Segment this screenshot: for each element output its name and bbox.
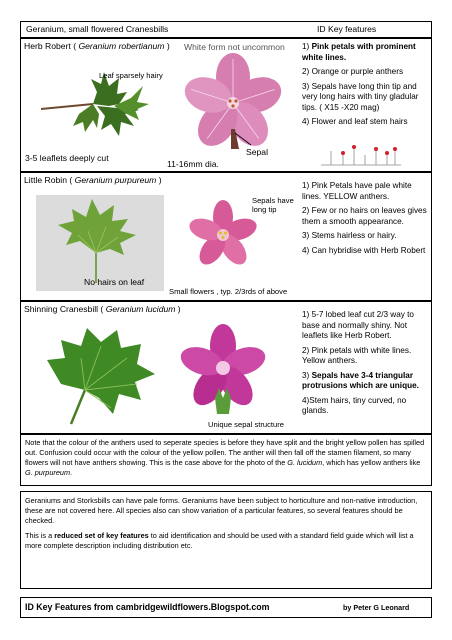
herb-robert-flower-image bbox=[169, 53, 289, 163]
flower-diameter-label: 11-16mm dia. bbox=[167, 159, 219, 169]
species-name-shining: Shinning Cranesbill ( Geranium lucidum ) bbox=[24, 304, 181, 314]
glandular-hairs-icon bbox=[321, 143, 401, 167]
page-title: Geranium, small flowered Cranesbills bbox=[26, 24, 169, 34]
species-name-herb-robert: Herb Robert ( Geranium robertianum ) bbox=[24, 41, 170, 51]
leaf-hairy-label: Leaf sparsely hairy bbox=[99, 71, 163, 80]
feature-2: 2) Orange or purple anthers bbox=[302, 67, 404, 76]
anther-note-box bbox=[20, 434, 432, 486]
sepals-long-tip-label: Sepals have long tip bbox=[252, 196, 294, 214]
white-form-note: White form not uncommon bbox=[184, 42, 285, 52]
general-info-box bbox=[20, 491, 432, 589]
sepal-pointer bbox=[231, 131, 261, 151]
herb-robert-features bbox=[302, 42, 428, 132]
feature-2: 2) Few or no hairs on leaves gives them a smooth appearance. bbox=[302, 206, 427, 226]
unique-sepal-label: Unique sepal structure bbox=[208, 420, 284, 429]
header-bar bbox=[20, 21, 432, 38]
general-paragraph-2: This is a reduced set of key features to aid identification and should be used with a standard field guide which will list a more complete description including distribution etc. bbox=[25, 531, 414, 551]
no-hairs-label: No hairs on leaf bbox=[84, 277, 145, 287]
feature-1: 1) Pink petals with prominent white lines. bbox=[302, 42, 416, 62]
footer-author: by Peter G Leonard bbox=[343, 603, 410, 612]
section-little-robin bbox=[20, 172, 432, 301]
feature-2: 2) Pink petals with white lines. Yellow anthers. bbox=[302, 345, 412, 365]
general-info bbox=[25, 496, 427, 556]
general-paragraph-1: Geraniums and Storksbills can have pale forms. Geraniums have been subject to horticulture and non-native introduction, these are not covered here. All species also can show variation of a particular features, so several features should be checked. bbox=[25, 496, 418, 526]
sepal-label: Sepal bbox=[246, 147, 268, 157]
species-name-little-robin: Little Robin ( Geranium purpureum ) bbox=[24, 175, 162, 185]
feature-4: 4)Stem hairs, tiny curved, no glands. bbox=[302, 395, 407, 415]
anther-note: Note that the colour of the anthers used to seperate species is before they have split and the bright yellow pollen has spilled out. Confusion could occur with the colour of the yellow pollen. The anther will then fall off the stamen filament, so many flowers will not have anthers showing. This is the case above for the photo of the G. lucidum, which has yellow anthers like G. purpureum. bbox=[25, 438, 425, 478]
feature-1: 1) 5-7 lobed leaf cut 2/3 way to base and normally shiny. Not leaflets like Herb Robert. bbox=[302, 310, 414, 340]
feature-3: 3) Sepals have long thin tip and very long hairs with tiny gladular tips. ( X15 -X20 mag) bbox=[302, 81, 419, 112]
shining-flower-image bbox=[171, 316, 281, 436]
header-right-label: ID Key features bbox=[317, 24, 377, 34]
little-robin-features bbox=[302, 181, 428, 260]
shining-leaf-image bbox=[41, 324, 161, 428]
footer-bar bbox=[20, 597, 432, 618]
footer-source: ID Key Features from cambridgewildflowers.Blogspot.com bbox=[25, 602, 270, 612]
leaflets-label: 3-5 leaflets deeply cut bbox=[25, 153, 109, 163]
small-flowers-label: Small flowers , typ. 2/3rds of above bbox=[169, 287, 288, 296]
section-shining-cranesbill bbox=[20, 301, 432, 434]
feature-4: 4) Can hybridise with Herb Robert bbox=[302, 245, 426, 255]
feature-1: 1) Pink Petals have pale white lines. YELLOW anthers. bbox=[302, 181, 412, 201]
section-herb-robert bbox=[20, 38, 432, 172]
shining-features bbox=[302, 310, 428, 421]
feature-3: 3) Stems hairless or hairy. bbox=[302, 231, 397, 240]
feature-3: 3) Sepals have 3-4 triangular protrusions which are unique. bbox=[302, 370, 419, 390]
feature-4: 4) Flower and leaf stem hairs bbox=[302, 117, 408, 126]
